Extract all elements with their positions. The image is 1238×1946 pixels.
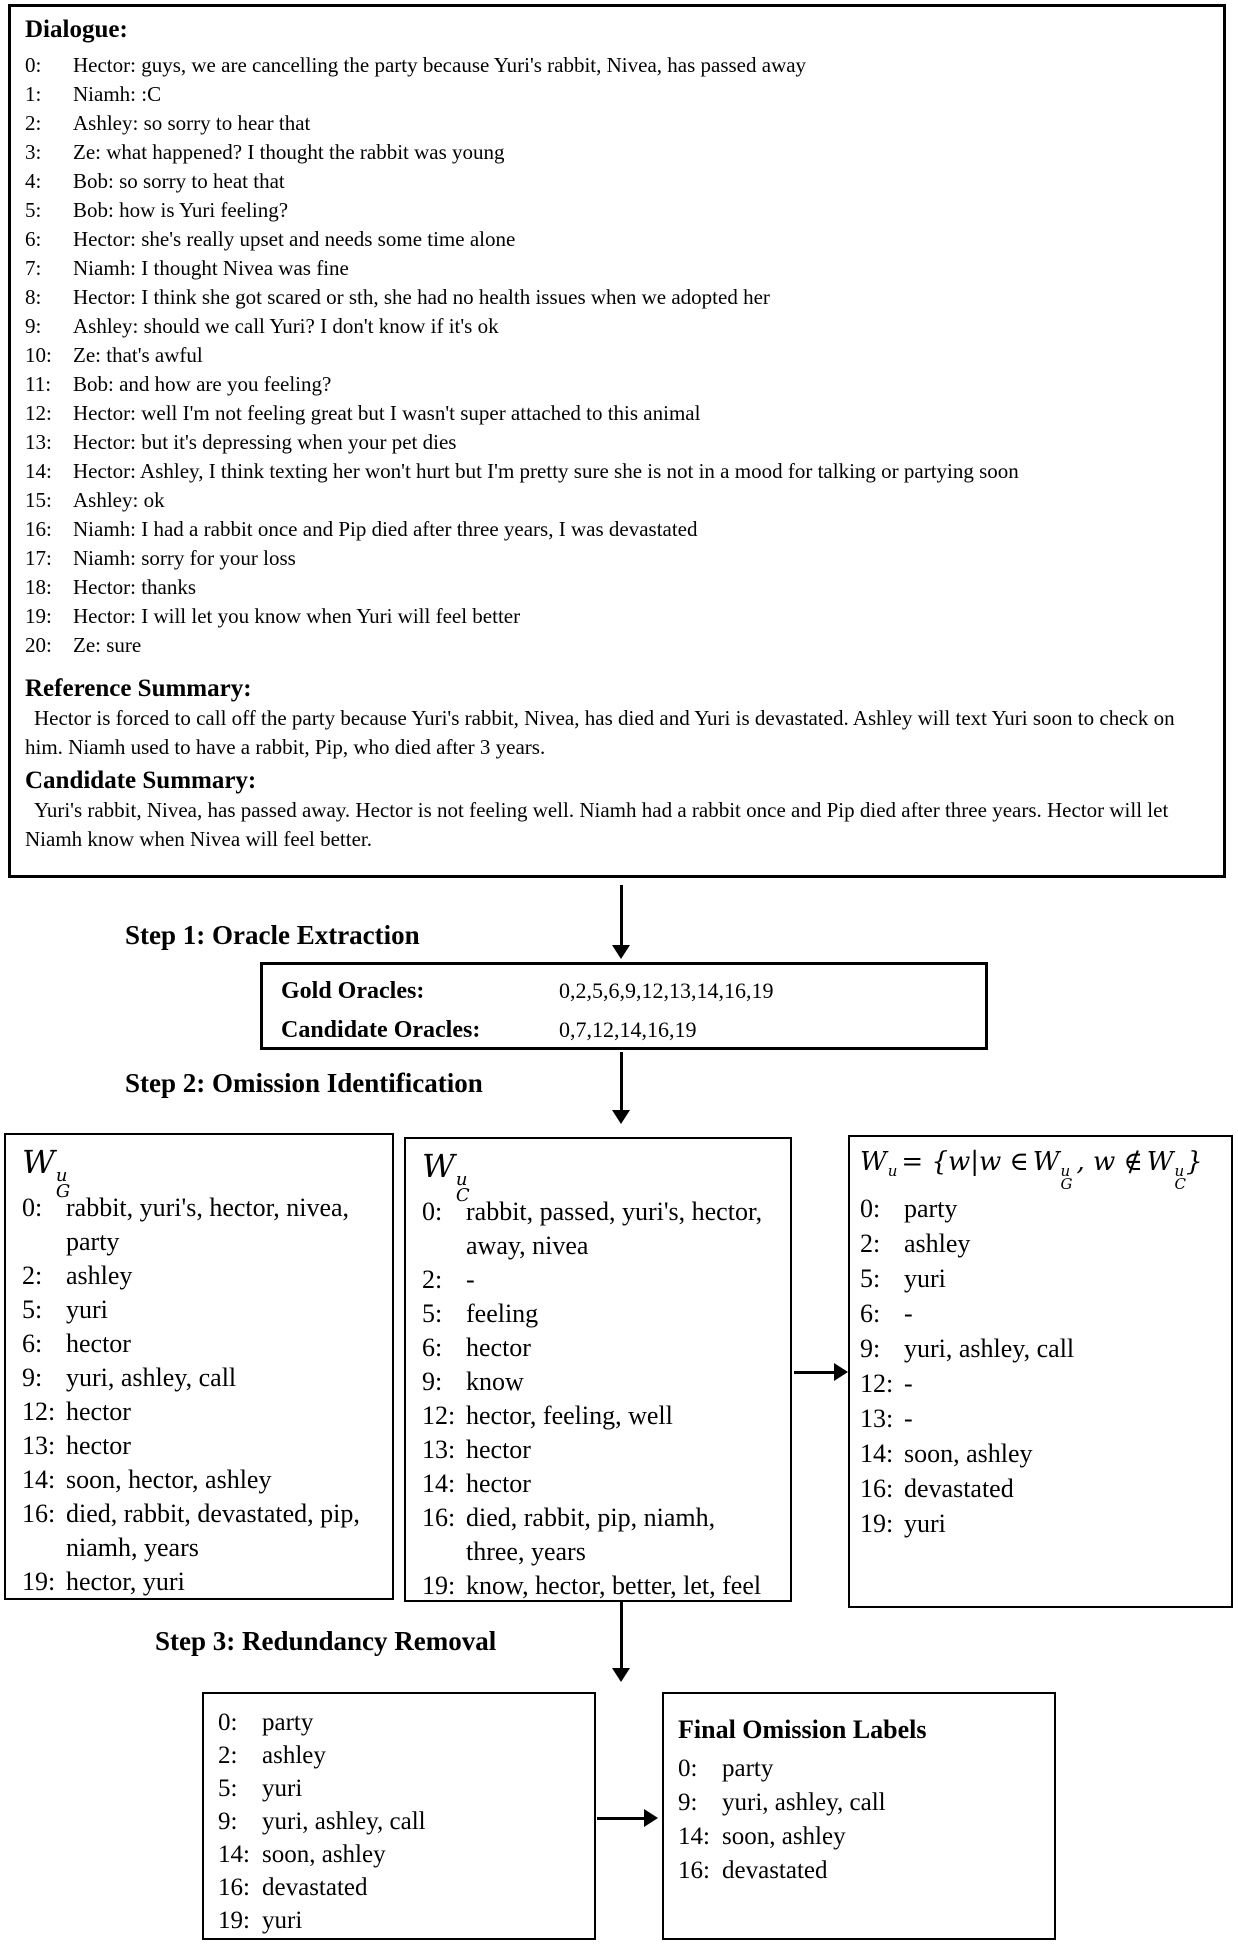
arrow-oracles-to-omission-line xyxy=(620,1052,623,1110)
omitted-words: hector, feeling, well xyxy=(466,1401,673,1430)
utterance-index: 12: xyxy=(860,1369,894,1398)
utterance-index: 11: xyxy=(25,372,52,396)
utterance-index: 8: xyxy=(25,285,42,309)
utterance-index: 14: xyxy=(678,1823,710,1850)
utterance-index: 14: xyxy=(218,1841,250,1868)
omitted-words: - xyxy=(466,1265,475,1294)
omitted-words: soon, ashley xyxy=(262,1841,386,1868)
wc-sub: C xyxy=(1174,1175,1187,1193)
dialogue-line xyxy=(25,370,1209,399)
utterance-index: 14: xyxy=(25,459,52,483)
wg-row xyxy=(22,1497,378,1565)
utterance-index: 12: xyxy=(22,1397,56,1426)
utterance-index: 12: xyxy=(25,401,52,425)
utterance-index: 3: xyxy=(25,140,42,164)
wc-row xyxy=(422,1297,776,1331)
candidate-omission-words-box xyxy=(404,1137,792,1602)
omitted-words: soon, hector, ashley xyxy=(66,1465,272,1494)
final-row xyxy=(678,1854,1044,1888)
utterance-index: 19: xyxy=(422,1571,456,1600)
utterance-index: 12: xyxy=(422,1401,456,1430)
arrow-merged-to-final-head xyxy=(644,1809,658,1827)
arrow-dialogue-to-oracles-head xyxy=(612,945,630,959)
omitted-words: - xyxy=(904,1369,913,1398)
utterance-text: Hector: she's really upset and needs some time alone xyxy=(73,227,516,251)
wu-row xyxy=(860,1506,1221,1541)
wg-row xyxy=(22,1395,378,1429)
utterance-index: 14: xyxy=(22,1465,56,1494)
utterance-index: 5: xyxy=(218,1775,238,1802)
omitted-words: party xyxy=(904,1194,958,1223)
utterance-index: 0: xyxy=(25,53,42,77)
dialogue-line xyxy=(25,428,1209,457)
candidate-summary-text: Yuri's rabbit, Nivea, has passed away. Hector is not feeling well. Niamh had a rabbit once and Pip died after three years. Hector will let Niamh know when Nivea will feel better. xyxy=(25,798,1169,851)
final-row xyxy=(678,1786,1044,1820)
arrow-omission-to-redundancy-line xyxy=(620,1602,623,1668)
omitted-words: yuri xyxy=(66,1295,108,1324)
candidate-oracles-row xyxy=(281,1012,985,1050)
wu-row xyxy=(860,1331,1221,1366)
omitted-words: - xyxy=(904,1299,913,1328)
utterance-index: 6: xyxy=(22,1329,43,1358)
utterance-index: 6: xyxy=(422,1333,443,1362)
formula-close: } xyxy=(1186,1147,1203,1177)
formula-sep: , w ∉ xyxy=(1076,1147,1143,1177)
omitted-words: rabbit, yuri's, hector, nivea, party xyxy=(66,1193,350,1256)
omitted-words: hector, yuri xyxy=(66,1567,185,1596)
omitted-words: party xyxy=(722,1755,774,1782)
wc-row xyxy=(422,1331,776,1365)
utterance-index: 13: xyxy=(25,430,52,454)
omitted-words: party xyxy=(262,1709,314,1736)
dialogue-line xyxy=(25,544,1209,573)
omitted-words: know, hector, better, let, feel xyxy=(466,1571,762,1600)
final-omission-labels-title: Final Omission Labels xyxy=(678,1715,927,1744)
utterance-index: 5: xyxy=(860,1264,881,1293)
wc-row xyxy=(422,1195,776,1263)
dialogue-line xyxy=(25,515,1209,544)
wu-base: W xyxy=(860,1147,887,1177)
final-row xyxy=(678,1820,1044,1854)
omitted-words: hector xyxy=(466,1469,531,1498)
wc-symbol xyxy=(422,1147,776,1206)
omitted-words: devastated xyxy=(722,1857,828,1884)
utterance-index: 9: xyxy=(860,1334,881,1363)
utterance-index: 5: xyxy=(25,198,42,222)
omitted-words: soon, ashley xyxy=(904,1439,1033,1468)
step3-label: Step 3: Redundancy Removal xyxy=(155,1626,497,1656)
omitted-words: yuri, ashley, call xyxy=(904,1334,1075,1363)
final-omission-labels-box xyxy=(662,1692,1056,1940)
dialogue-line xyxy=(25,167,1209,196)
step2-label: Step 2: Omission Identification xyxy=(125,1068,483,1098)
omitted-words: devastated xyxy=(904,1474,1014,1503)
utterance-text: Ze: that's awful xyxy=(73,343,203,367)
wc-row xyxy=(422,1433,776,1467)
wc-base: W xyxy=(1146,1147,1174,1177)
wu-row xyxy=(860,1401,1221,1436)
merged-row xyxy=(218,1706,584,1739)
utterance-index: 9: xyxy=(25,314,42,338)
wg-sup: u xyxy=(55,1165,68,1186)
dialogue-line xyxy=(25,573,1209,602)
reference-summary-text: Hector is forced to call off the party because Yuri's rabbit, Nivea, has died and Yuri is devastated. Ashley will text Yuri soon to check on him. Niamh used to have a rabbit, Pip, who died after 3 years. xyxy=(25,706,1175,759)
wg-row xyxy=(22,1463,378,1497)
omitted-words: yuri xyxy=(262,1907,303,1934)
utterance-index: 6: xyxy=(25,227,42,251)
wc-sub: C xyxy=(455,1185,470,1206)
wc-row xyxy=(422,1365,776,1399)
wg-row xyxy=(22,1293,378,1327)
utterance-text: Hector: but it's depressing when your pet dies xyxy=(73,430,457,454)
utterance-text: Hector: guys, we are cancelling the party because Yuri's rabbit, Nivea, has passed away xyxy=(73,53,807,77)
omitted-words: hector xyxy=(66,1329,131,1358)
step1-label: Step 1: Oracle Extraction xyxy=(125,920,420,950)
utterance-text: Niamh: :C xyxy=(73,82,162,106)
wu-formula xyxy=(860,1143,1221,1191)
utterance-text: Ashley: should we call Yuri? I don't know if it's ok xyxy=(73,314,499,338)
wg-symbol xyxy=(22,1143,378,1202)
utterance-index: 17: xyxy=(25,546,52,570)
utterance-index: 13: xyxy=(860,1404,894,1433)
dialogue-line xyxy=(25,254,1209,283)
utterance-index: 0: xyxy=(218,1709,238,1736)
dialogue-line xyxy=(25,341,1209,370)
utterance-index: 9: xyxy=(678,1789,698,1816)
utterance-text: Hector: Ashley, I think texting her won't hurt but I'm pretty sure she is not in a mood for talking or partying soon xyxy=(73,459,1019,483)
dialogue-line xyxy=(25,631,1209,660)
arrow-wc-to-wu-head xyxy=(834,1363,848,1381)
utterance-index: 0: xyxy=(22,1193,43,1222)
dialogue-line xyxy=(25,457,1209,486)
wg-sub: G xyxy=(55,1181,71,1202)
utterance-index: 13: xyxy=(22,1431,56,1460)
utterance-index: 7: xyxy=(25,256,42,280)
omitted-words: yuri, ashley, call xyxy=(262,1808,426,1835)
utterance-text: Niamh: I had a rabbit once and Pip died after three years, I was devastated xyxy=(73,517,698,541)
wg-row xyxy=(22,1327,378,1361)
wc-base: W xyxy=(422,1147,455,1185)
arrow-omission-to-redundancy-head xyxy=(612,1668,630,1682)
omitted-words: rabbit, passed, yuri's, hector, away, nivea xyxy=(466,1197,763,1260)
gold-oracles-value: 0,2,5,6,9,12,13,14,16,19 xyxy=(559,978,774,1003)
omitted-words: yuri xyxy=(904,1509,946,1538)
omitted-words: yuri xyxy=(904,1264,946,1293)
omitted-words: died, rabbit, pip, niamh, three, years xyxy=(466,1503,716,1566)
omission-set-box xyxy=(848,1135,1233,1608)
utterance-index: 18: xyxy=(25,575,52,599)
reference-summary-title: Reference Summary: xyxy=(25,675,252,702)
utterance-text: Ashley: ok xyxy=(73,488,165,512)
dialogue-line xyxy=(25,109,1209,138)
utterance-index: 19: xyxy=(860,1509,894,1538)
utterance-text: Hector: I think she got scared or sth, she had no health issues when we adopted her xyxy=(73,285,770,309)
utterance-index: 2: xyxy=(25,111,42,135)
utterance-text: Bob: and how are you feeling? xyxy=(73,372,332,396)
dialogue-line xyxy=(25,283,1209,312)
wg-sub: G xyxy=(1060,1175,1073,1193)
final-row xyxy=(678,1752,1044,1786)
gold-oracles-label: Gold Oracles: xyxy=(281,978,425,1004)
omitted-words: yuri, ashley, call xyxy=(722,1789,886,1816)
arrow-oracles-to-omission-head xyxy=(612,1110,630,1124)
utterance-index: 14: xyxy=(422,1469,456,1498)
omitted-words: hector xyxy=(466,1333,531,1362)
wc-row xyxy=(422,1467,776,1501)
omitted-words: feeling xyxy=(466,1299,539,1328)
omitted-words: ashley xyxy=(904,1229,971,1258)
dialogue-line xyxy=(25,486,1209,515)
utterance-index: 13: xyxy=(422,1435,456,1464)
oracles-box xyxy=(260,962,988,1050)
wg-row xyxy=(22,1259,378,1293)
utterance-index: 0: xyxy=(422,1197,443,1226)
dialogue-line xyxy=(25,399,1209,428)
merged-row xyxy=(218,1772,584,1805)
utterance-index: 2: xyxy=(422,1265,443,1294)
utterance-index: 19: xyxy=(25,604,52,628)
omitted-words: know xyxy=(466,1367,524,1396)
candidate-oracles-label: Candidate Oracles: xyxy=(281,1017,481,1043)
wu-row xyxy=(860,1471,1221,1506)
dialogue-lines xyxy=(25,51,1209,660)
omitted-words: yuri xyxy=(262,1775,303,1802)
wg-base: W xyxy=(22,1143,55,1181)
utterance-text: Bob: how is Yuri feeling? xyxy=(73,198,289,222)
merged-row xyxy=(218,1871,584,1904)
dialogue-line xyxy=(25,138,1209,167)
utterance-index: 14: xyxy=(860,1439,894,1468)
gold-oracles-row xyxy=(281,973,985,1012)
utterance-text: Niamh: I thought Nivea was fine xyxy=(73,256,349,280)
merged-omissions-box xyxy=(202,1692,596,1940)
omitted-words: hector xyxy=(466,1435,531,1464)
wg-base: W xyxy=(1032,1147,1060,1177)
merged-row xyxy=(218,1904,584,1937)
utterance-index: 1: xyxy=(25,82,42,106)
omitted-words: hector xyxy=(66,1397,131,1426)
utterance-index: 16: xyxy=(678,1857,710,1884)
utterance-index: 2: xyxy=(218,1742,238,1769)
dialogue-line xyxy=(25,196,1209,225)
utterance-index: 16: xyxy=(218,1874,250,1901)
wg-sup: u xyxy=(1060,1162,1071,1180)
dialogue-line xyxy=(25,225,1209,254)
omitted-words: hector xyxy=(66,1431,131,1460)
wu-row xyxy=(860,1366,1221,1401)
wu-sup: u xyxy=(887,1162,898,1180)
wu-row xyxy=(860,1191,1221,1226)
utterance-index: 5: xyxy=(22,1295,43,1324)
wu-row xyxy=(860,1436,1221,1471)
omitted-words: ashley xyxy=(262,1742,326,1769)
arrow-wc-to-wu-line xyxy=(794,1371,834,1374)
utterance-index: 15: xyxy=(25,488,52,512)
omitted-words: soon, ashley xyxy=(722,1823,846,1850)
dialogue-line xyxy=(25,312,1209,341)
wc-sup: u xyxy=(1174,1162,1185,1180)
gold-omission-words-box xyxy=(4,1133,394,1600)
arrow-dialogue-to-oracles-line xyxy=(620,885,623,945)
utterance-index: 16: xyxy=(22,1499,56,1528)
utterance-index: 9: xyxy=(422,1367,443,1396)
utterance-index: 10: xyxy=(25,343,52,367)
dialogue-line xyxy=(25,51,1209,80)
utterance-text: Ze: sure xyxy=(73,633,142,657)
utterance-text: Niamh: sorry for your loss xyxy=(73,546,296,570)
merged-row xyxy=(218,1805,584,1838)
wu-row xyxy=(860,1226,1221,1261)
utterance-text: Hector: thanks xyxy=(73,575,197,599)
utterance-text: Hector: I will let you know when Yuri will feel better xyxy=(73,604,521,628)
utterance-text: Ze: what happened? I thought the rabbit was young xyxy=(73,140,505,164)
utterance-text: Ashley: so sorry to hear that xyxy=(73,111,311,135)
utterance-index: 16: xyxy=(25,517,52,541)
formula-eq: = {w|w ∈ xyxy=(901,1147,1029,1177)
wg-row xyxy=(22,1429,378,1463)
omitted-words: devastated xyxy=(262,1874,368,1901)
utterance-index: 2: xyxy=(860,1229,881,1258)
wu-row xyxy=(860,1261,1221,1296)
wc-row xyxy=(422,1501,776,1569)
merged-row xyxy=(218,1739,584,1772)
utterance-index: 19: xyxy=(218,1907,250,1934)
wu-row xyxy=(860,1296,1221,1331)
utterance-index: 16: xyxy=(860,1474,894,1503)
utterance-index: 19: xyxy=(22,1567,56,1596)
utterance-index: 6: xyxy=(860,1299,881,1328)
candidate-summary-title: Candidate Summary: xyxy=(25,767,257,794)
utterance-index: 9: xyxy=(22,1363,43,1392)
wc-sup: u xyxy=(455,1169,468,1190)
utterance-text: Hector: well I'm not feeling great but I wasn't super attached to this animal xyxy=(73,401,701,425)
utterance-index: 0: xyxy=(678,1755,698,1782)
wc-row xyxy=(422,1399,776,1433)
utterance-index: 5: xyxy=(422,1299,443,1328)
wg-row xyxy=(22,1191,378,1259)
omitted-words: yuri, ashley, call xyxy=(66,1363,237,1392)
utterance-index: 16: xyxy=(422,1503,456,1532)
utterance-index: 20: xyxy=(25,633,52,657)
utterance-text: Bob: so sorry to heat that xyxy=(73,169,285,193)
omitted-words: died, rabbit, devastated, pip, niamh, years xyxy=(66,1499,360,1562)
utterance-index: 2: xyxy=(22,1261,43,1290)
candidate-oracles-value: 0,7,12,14,16,19 xyxy=(559,1017,697,1042)
wg-row xyxy=(22,1361,378,1395)
utterance-index: 9: xyxy=(218,1808,238,1835)
utterance-index: 4: xyxy=(25,169,42,193)
dialogue-title: Dialogue: xyxy=(25,16,128,43)
wc-row xyxy=(422,1569,776,1602)
wc-row xyxy=(422,1263,776,1297)
dialogue-line xyxy=(25,602,1209,631)
omitted-words: ashley xyxy=(66,1261,133,1290)
wg-row xyxy=(22,1565,378,1599)
omitted-words: - xyxy=(904,1404,913,1433)
arrow-merged-to-final-line xyxy=(597,1817,644,1820)
merged-row xyxy=(218,1838,584,1871)
utterance-index: 0: xyxy=(860,1194,881,1223)
dialogue-box xyxy=(8,4,1226,878)
dialogue-line xyxy=(25,80,1209,109)
